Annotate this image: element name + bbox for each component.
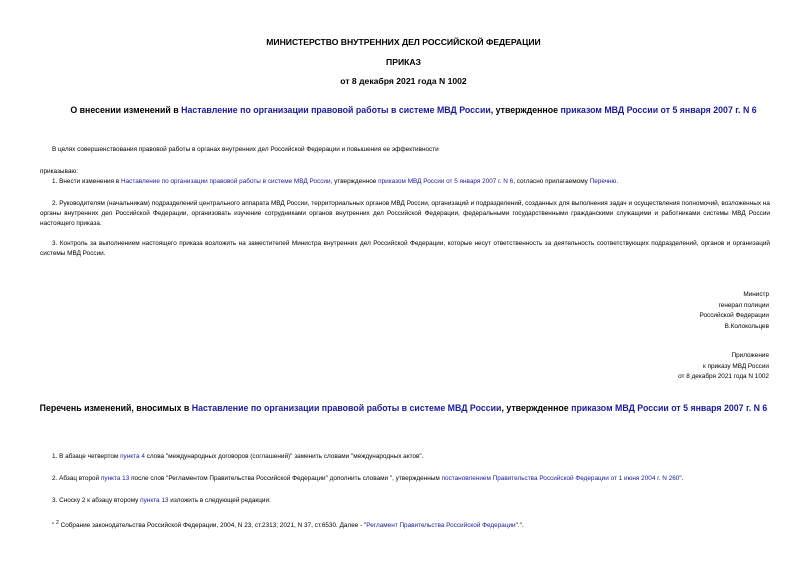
footnote-open-quote: " bbox=[52, 522, 57, 530]
change-3-suffix: изложить в следующей редакции: bbox=[168, 497, 271, 504]
change-2-link-resolution[interactable]: постановлением Правительства Российской Федерации от 1 июня 2004 г. N 260 bbox=[441, 475, 680, 482]
change-1-suffix: слова "международных договоров (соглашений)" заменить словами "международных актов". bbox=[144, 453, 424, 460]
ministry-heading: МИНИСТЕРСТВО ВНУТРЕННИХ ДЕЛ РОССИЙСКОЙ ФЕДЕРАЦИИ bbox=[266, 37, 541, 47]
appendix-title bbox=[30, 402, 777, 414]
change-2-prefix: 2. Абзац второй bbox=[52, 475, 101, 482]
footnote-text bbox=[52, 518, 772, 531]
change-3 bbox=[52, 496, 772, 506]
order-title bbox=[40, 104, 787, 116]
signature-position: Министр bbox=[743, 291, 769, 298]
change-2-suffix: ". bbox=[679, 475, 684, 482]
change-2 bbox=[52, 474, 782, 484]
appendix-ref-line-2: к приказу МВД России bbox=[702, 362, 769, 370]
item-1-prefix: 1. Внести изменения в bbox=[52, 178, 121, 185]
title-link-manual[interactable]: Наставление по организации правовой работы в системе МВД России bbox=[181, 105, 491, 115]
title-link-order[interactable]: приказом МВД России от 5 января 2007 г. N 6 bbox=[560, 105, 757, 115]
change-3-link-clause[interactable]: пункта 13 bbox=[140, 497, 169, 504]
item-1-link-list[interactable]: Перечню bbox=[589, 178, 617, 185]
appendix-reference bbox=[678, 351, 769, 383]
appendix-ref-line-1: Приложение bbox=[731, 352, 769, 359]
change-1 bbox=[52, 452, 772, 462]
footnote-suffix: ".". bbox=[515, 522, 524, 530]
signature-block bbox=[700, 290, 770, 332]
item-2: 2. Руководителям (начальникам) подразделений центрального аппарата МВД России, территориальных органов МВД России, организаций и подразделений, созданных для выполнения задач и осуществления полномочий, возложенных на органы внутренних дел Российской Федерации, организовать изучение сотрудниками органов внутренних дел Российской Федерации, федеральными государственными гражданскими служащими и работниками системы МВД России настоящего приказа. bbox=[40, 200, 770, 227]
change-2-link-clause[interactable]: пункта 13 bbox=[100, 475, 130, 482]
footnote-mark: 2 bbox=[56, 520, 59, 526]
order-word: приказываю: bbox=[40, 168, 78, 175]
order-title-middle: , утвержденное bbox=[490, 105, 561, 115]
order-title-prefix: О внесении изменений в bbox=[70, 105, 182, 115]
appendix-ref-line-3: от 8 декабря 2021 года N 1002 bbox=[678, 373, 769, 380]
appendix-title-link-order[interactable]: приказом МВД России от 5 января 2007 г. N 6 bbox=[571, 403, 768, 413]
appendix-title-link-manual[interactable]: Наставление по организации правовой работы в системе МВД России bbox=[191, 403, 502, 413]
item-1 bbox=[52, 177, 772, 187]
footnote-body: Собрание законодательства Российской Федерации, 2004, N 23, ст.2313; 2021, N 37, ст.6530. Далее - " bbox=[58, 522, 367, 530]
signature-name: В.Колокольцев bbox=[724, 322, 769, 330]
signature-country: Российской Федерации bbox=[699, 312, 769, 319]
item-1-middle2: , согласно прилагаемому bbox=[513, 178, 590, 185]
item-1-suffix: . bbox=[616, 178, 619, 185]
item-3: 3. Контроль за выполнением настоящего приказа возложить на заместителей Министра внутренних дел Российской Федерации, которые несут ответственность за деятельность соответствующих подразделений, органов и организаций системы МВД России. bbox=[40, 240, 770, 257]
appendix-title-middle: , утвержденное bbox=[501, 403, 572, 413]
change-1-prefix: 1. В абзаце четвертом bbox=[52, 453, 121, 460]
item-1-link-order[interactable]: приказом МВД России от 5 января 2007 г. N 6 bbox=[378, 178, 514, 185]
signature-rank: генерал полиции bbox=[718, 301, 769, 309]
change-3-prefix: 3. Сноску 2 к абзацу второму bbox=[52, 497, 141, 504]
item-1-middle: , утвержденное bbox=[330, 178, 379, 185]
doc-type-heading: ПРИКАЗ bbox=[386, 57, 421, 67]
change-1-link-clause[interactable]: пункта 4 bbox=[120, 453, 145, 460]
intro-paragraph: В целях совершенствования правовой работы в органах внутренних дел Российской Федерации и повышения ее эффективности bbox=[52, 146, 439, 153]
date-number-heading: от 8 декабря 2021 года N 1002 bbox=[340, 76, 467, 86]
appendix-title-prefix: Перечень изменений, вносимых в bbox=[39, 403, 192, 413]
footnote-link-regulation[interactable]: Регламент Правительства Российской Федерации bbox=[366, 522, 516, 530]
change-2-middle: после слов "Регламентом Правительства Российской Федерации" дополнить словами ", утвержденным bbox=[129, 475, 442, 482]
item-1-link-manual[interactable]: Наставление по организации правовой работы в системе МВД России bbox=[120, 178, 331, 185]
